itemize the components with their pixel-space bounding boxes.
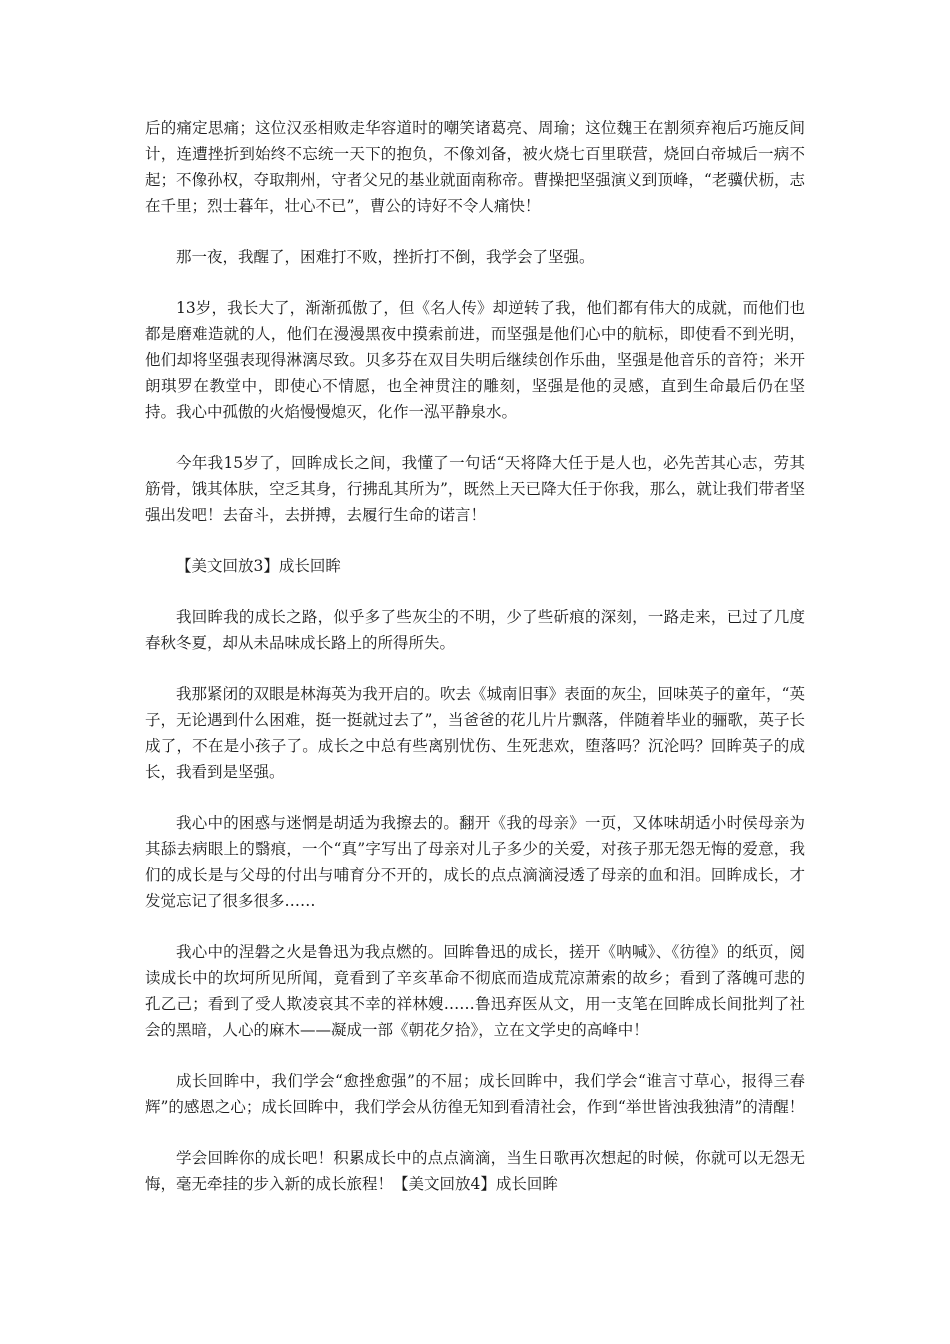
paragraph: 我心中的涅磐之火是鲁迅为我点燃的。回眸鲁迅的成长，搓开《呐喊》、《彷徨》的纸页，阅读成长中的坎坷所见所闻，竟看到了辛亥革命不彻底而造成荒凉萧索的故乡；看到了落魄可悲的孔乙己；看到了受人欺凌哀其不幸的祥林嫂……鲁迅弃医从文，用一支笔在回眸成长间批判了社会的黑暗，人心的麻木——凝成一部《朝花夕拾》，立在文学史的高峰中！ <box>145 943 805 1039</box>
paragraph: 成长回眸中，我们学会“愈挫愈强”的不屈；成长回眸中，我们学会“谁言寸草心，报得三春辉”的感恩之心；成长回眸中，我们学会从彷徨无知到看清社会，作到“举世皆浊我独清”的清醒！ <box>145 1072 805 1116</box>
paragraph: 那一夜，我醒了，困难打不败，挫折打不倒，我学会了坚强。 <box>176 248 595 266</box>
paragraph: 今年我15岁了，回眸成长之间，我懂了一句话“天将降大任于是人也，必先苦其心志，劳其筋骨，饿其体肤，空乏其身，行拂乱其所为”，既然上天已降大任于你我，那么，就让我们带者坚强出发吧！去奋斗，去拼搏，去履行生命的诺言！ <box>145 454 805 524</box>
paragraph: 13岁，我长大了，渐渐孤傲了，但《名人传》却逆转了我，他们都有伟大的成就，而他们也都是磨难造就的人，他们在漫漫黑夜中摸索前进，而坚强是他们心中的航标，即使看不到光明，他们却将坚强表现得淋漓尽致。贝多芬在双目失明后继续创作乐曲，坚强是他音乐的音符；米开朗琪罗在教堂中，即使心不情愿，也全神贯注的雕刻，坚强是他的灵感，直到生命最后仍在坚持。我心中孤傲的火焰慢慢熄灭，化作一泓平静泉水。 <box>145 299 805 421</box>
paragraph-continuation: 后的痛定思痛；这位汉丞相败走华容道时的嘲笑诸葛亮、周瑜；这位魏王在割须弃袍后巧施反间计，连遭挫折到始终不忘统一天下的抱负，不像刘备，被火烧七百里联营，烧回白帝城后一病不起；不像孙权，夺取荆州，守者父兄的基业就面南称帝。曹操把坚强演义到顶峰，“老骥伏枥，志在千里；烈士暮年，壮心不已”，曹公的诗好不令人痛快！ <box>145 119 805 215</box>
paragraph: 我那紧闭的双眼是林海英为我开启的。吹去《城南旧事》表面的灰尘，回味英子的童年，“英子，无论遇到什么困难，挺一挺就过去了”，当爸爸的花儿片片飘落，伴随着毕业的骊歌，英子长成了，不在是小孩子了。成长之中总有些离别忧伤、生死悲欢，堕落吗？沉沦吗？回眸英子的成长，我看到是坚强。 <box>145 685 805 781</box>
paragraph: 我回眸我的成长之路，似乎多了些灰尘的不明，少了些斫痕的深刻，一路走来，已过了几度春秋冬夏，却从未品味成长路上的所得所失。 <box>145 608 805 652</box>
document-body <box>145 115 805 1197</box>
paragraph: 我心中的困惑与迷惘是胡适为我擦去的。翻开《我的母亲》一页，又体味胡适小时侯母亲为其舔去病眼上的翳痕，一个“真”字写出了母亲对儿子多少的关爱，对孩子那无怨无悔的爱意，我们的成长是与父母的付出与哺育分不开的，成长的点点滴滴浸透了母亲的血和泪。回眸成长，才发觉忘记了很多很多…… <box>145 814 805 910</box>
section-heading: 【美文回放3】成长回眸 <box>176 557 341 575</box>
paragraph: 学会回眸你的成长吧！积累成长中的点点滴滴，当生日歌再次想起的时候，你就可以无怨无悔，毫无牵挂的步入新的成长旅程！【美文回放4】成长回眸 <box>145 1149 805 1193</box>
